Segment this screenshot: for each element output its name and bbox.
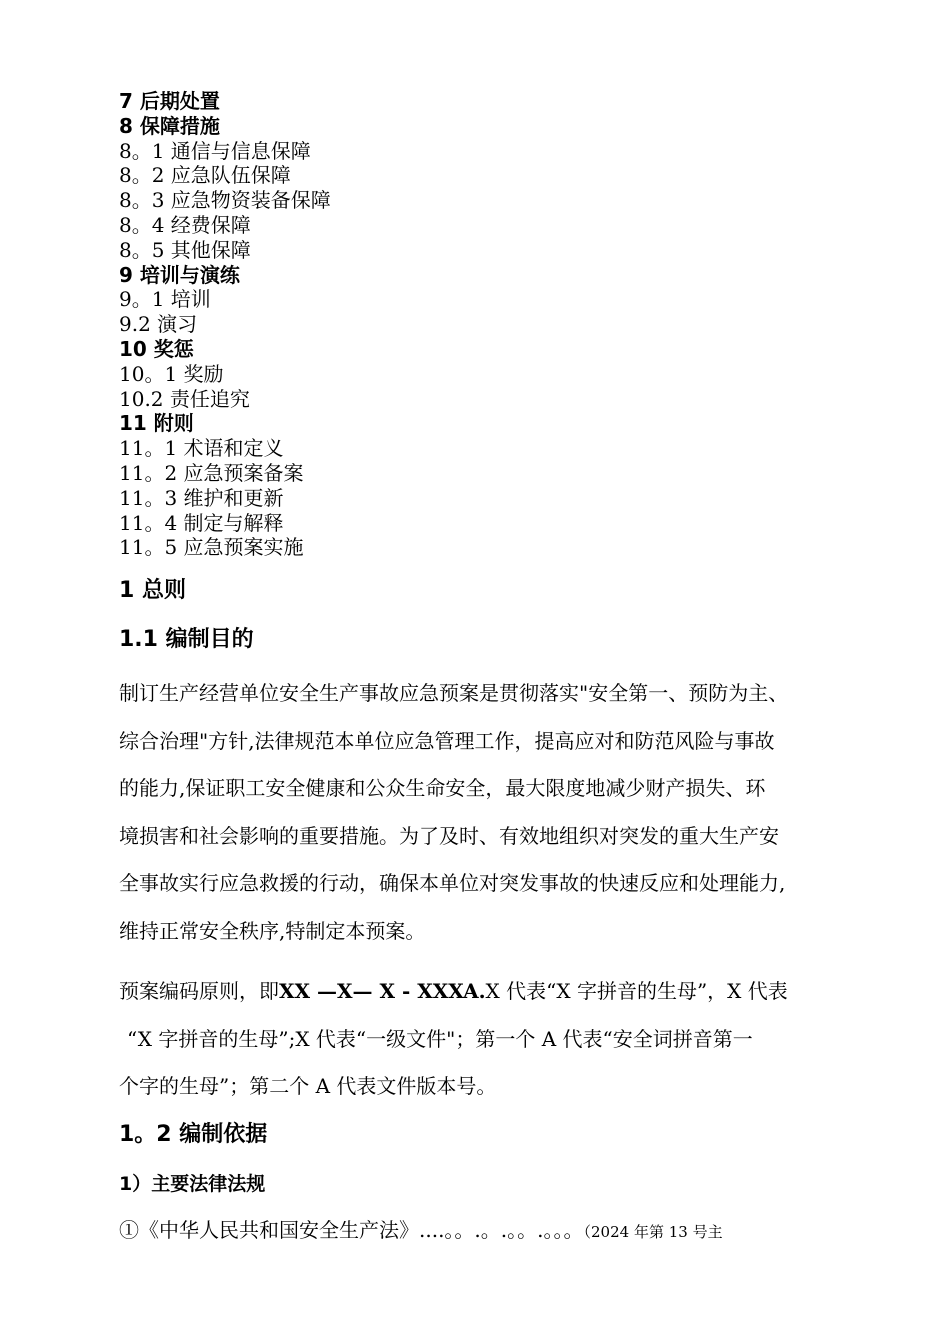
toc-entry: 10.2 责任追究 bbox=[119, 386, 250, 411]
table-of-contents bbox=[119, 89, 879, 560]
purpose-paragraph bbox=[119, 670, 879, 955]
toc-entry: 11。1 术语和定义 bbox=[119, 436, 284, 461]
law-item bbox=[119, 1207, 879, 1255]
toc-entry: 11。3 维护和更新 bbox=[119, 485, 284, 510]
paragraph-line bbox=[119, 968, 879, 1016]
paragraph-line: “X 字拼音的生母”;X 代表“一级文件"；第一个 A 代表“安全词拼音第一 bbox=[127, 1026, 753, 1051]
toc-entry: 9。1 培训 bbox=[119, 287, 211, 312]
toc-chapter: 9 培训与演练 bbox=[119, 262, 240, 287]
toc-entry: 11。2 应急预案备案 bbox=[119, 460, 304, 485]
laws-heading: 1）主要法律法规 bbox=[119, 1173, 266, 1195]
subsection-title-purpose: 1.1 编制目的 bbox=[119, 627, 254, 652]
toc-entry: 8。5 其他保障 bbox=[119, 237, 251, 262]
paragraph-line: 个字的生母”；第二个 A 代表文件版本号。 bbox=[119, 1074, 497, 1098]
law-title: ①《中华人民共和国安全生产法》....。。.。.。。.。。。 bbox=[119, 1218, 584, 1242]
toc-entry: 10。1 奖励 bbox=[119, 361, 224, 386]
toc-entry: 8。3 应急物资装备保障 bbox=[119, 188, 331, 213]
toc-chapter: 8 保障措施 bbox=[119, 113, 220, 138]
toc-entry: 8。1 通信与信息保障 bbox=[119, 138, 311, 163]
paragraph-line: 制订生产经营单位安全生产事故应急预案是贯彻落实"安全第一、预防为主、 bbox=[119, 681, 789, 705]
toc-entry: 8。4 经费保障 bbox=[119, 212, 251, 237]
paragraph-line: 综合治理"方针,法律规范本单位应急管理工作，提高应对和防范风险与事故 bbox=[119, 728, 775, 753]
paragraph-line: 的能力,保证职工安全健康和公众生命安全，最大限度地减少财产损失、环 bbox=[119, 776, 766, 800]
coding-paragraph bbox=[119, 968, 879, 1111]
subsection-title-basis: 1。2 编制依据 bbox=[119, 1122, 268, 1147]
toc-entry: 8。2 应急队伍保障 bbox=[119, 163, 291, 188]
coding-suffix: X 代表“X 字拼音的生母”，X 代表 bbox=[485, 979, 788, 1003]
paragraph-line: 全事故实行应急救援的行动，确保本单位对突发事故的快速反应和处理能力, bbox=[119, 871, 786, 895]
toc-entry: 11。4 制定与解释 bbox=[119, 510, 284, 535]
paragraph-line: 境损害和社会影响的重要措施。为了及时、有效地组织对突发的重大生产安 bbox=[119, 823, 779, 848]
coding-format: XX —X— X - XXXA. bbox=[279, 979, 486, 1003]
toc-chapter: 10 奖惩 bbox=[119, 336, 194, 361]
section-title-general: 1 总则 bbox=[119, 578, 186, 603]
paragraph-line: 维持正常安全秩序,特制定本预案。 bbox=[119, 918, 426, 943]
paragraph-line bbox=[119, 1207, 879, 1255]
toc-entry: 9.2 演习 bbox=[119, 312, 198, 337]
toc-entry: 11。5 应急预案实施 bbox=[119, 535, 304, 560]
toc-chapter: 7 后期处置 bbox=[119, 89, 220, 113]
toc-chapter: 11 附则 bbox=[119, 411, 194, 436]
law-note: （2024 年第 13 号主 bbox=[583, 1223, 723, 1241]
coding-prefix: 预案编码原则，即 bbox=[119, 979, 279, 1003]
